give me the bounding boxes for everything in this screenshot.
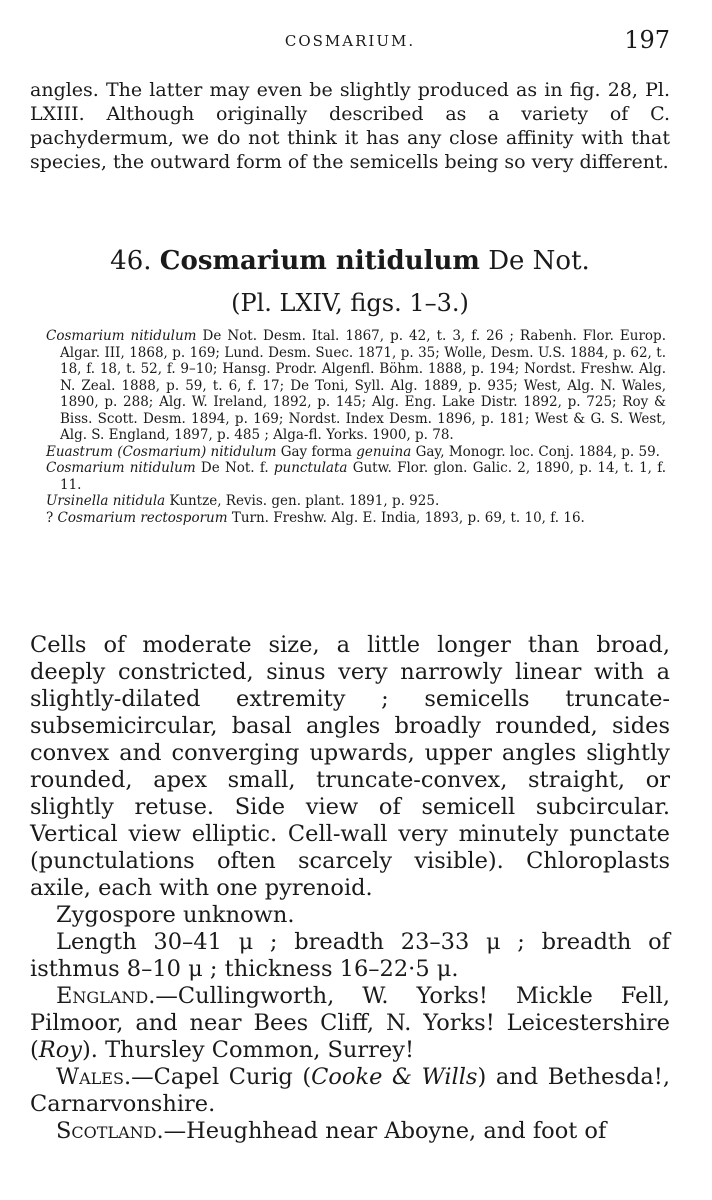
distribution-scotland (30, 1118, 670, 1145)
synonym-citation: Kuntze, Revis. gen. plant. 1891, p. 925. (165, 493, 440, 509)
scotland-localities: —Heughhead near Aboyne, and foot of (163, 1118, 607, 1144)
england-localities: —Cullingworth, W. Yorks! Mickle Fell, Pilmoor, and near Bees Cliff, N. Yorks! Leicestershire ( (30, 983, 670, 1063)
running-title: COSMARIUM. (284, 32, 416, 50)
synonym-entry (46, 460, 666, 493)
synonym-entry (46, 444, 666, 461)
intro-paragraph (30, 78, 670, 174)
region-label-england: England. (56, 983, 156, 1009)
wales-localities-cont: ) and Bethesda!, Carnarvonshire. (30, 1064, 670, 1117)
synonymy-list (46, 328, 666, 526)
wales-localities: —Capel Curig ( (131, 1064, 312, 1090)
synonym-citation: Gay, Monogr. loc. Conj. 1884, p. 59. (411, 443, 660, 460)
england-collector: Roy (38, 1037, 82, 1063)
species-number: 46. (110, 246, 152, 276)
zygospore-note: Zygospore unknown. (56, 902, 295, 928)
distribution-england (30, 983, 670, 1064)
synonym-entry (46, 493, 666, 510)
region-label-wales: Wales. (56, 1064, 132, 1090)
synonym-citation: Gutw. Flor. glon. Galic. 2, 1890, p. 14, t. 1, f. 11. (60, 460, 667, 493)
doubtful-mark: ? (46, 509, 58, 526)
synonym-author: Gay forma (276, 443, 357, 460)
synonym-form: punctulata (273, 460, 348, 476)
species-description (30, 632, 670, 1145)
synonym-citation: De Not. Desm. Ital. 1867, p. 42, t. 3, f. 26 ; Rabenh. Flor. Europ. Algar. III, 1868, p. 169; Lund. Desm. Suec. 1871, p. 35; Wolle, Desm. U.S. 1884, p. 62, t. 18, f. 18, t. 52, f. 9–10; Hansg. Prodr. Algenfl. Böhm. 1888, p. 194; Nordst. Freshw. Alg. N. Zeal. 1888, p. 59, t. 6, f. 17; De Toni, Syll. Alg. 1889, p. 935; West, Alg. N. Wales, 1890, p. 288; Alg. W. Ireland, 1892, p. 145; Alg. Eng. Lake Distr. 1892, p. 725; Roy & Biss. Scott. Desm. 1894, p. 169; Nordst. Index Desm. 1896, p. 181; West & G. S. West, Alg. S. England, 1897, p. 485 ; Alga-fl. Yorks. 1900, p. 78. (60, 328, 666, 443)
synonym-name: Cosmarium nitidulum (46, 460, 196, 476)
species-heading (30, 244, 670, 320)
synonym-name: Ursinella nitidula (46, 493, 166, 509)
diagnosis-paragraph: Cells of moderate size, a little longer than broad, deeply constricted, sinus very narrowly linear with a slightly-dilated extremity ; semicells truncate-subsemicircular, basal angles broadly rounded, sides convex and converging upwards, upper angles slightly rounded, apex small, truncate-convex, straight, or slightly retuse. Side view of semicell subcircular. Vertical view elliptic. Cell-wall very minutely punctate (punctulations often scarcely visible). Chloroplasts axile, each with one pyrenoid. (30, 632, 670, 901)
running-header (30, 26, 670, 52)
synonym-entry (46, 328, 666, 444)
synonym-author: De Not. f. (195, 460, 274, 476)
synonym-name: Euastrum (Cosmarium) nitidulum (46, 443, 277, 460)
wales-collectors: Cooke & Wills (311, 1064, 478, 1090)
synonym-form: genuina (356, 443, 412, 460)
distribution-wales (30, 1064, 670, 1118)
plate-reference: (Pl. LXIV, figs. 1–3.) (231, 289, 469, 317)
page-number: 197 (624, 26, 670, 54)
species-authority: De Not. (488, 246, 590, 276)
species-name: Cosmarium nitidulum (159, 246, 480, 276)
synonym-name: Cosmarium nitidulum (46, 328, 197, 344)
synonym-name: Cosmarium rectosporum (57, 509, 228, 526)
synonym-citation: Turn. Freshw. Alg. E. India, 1893, p. 69, t. 10, f. 16. (227, 509, 585, 526)
measurements: Length 30–41 μ ; breadth 23–33 μ ; breadth of isthmus 8–10 μ ; thickness 16–22·5 μ. (30, 929, 670, 982)
intro-text: angles. The latter may even be slightly produced as in fig. 28, Pl. LXIII. Although originally described as a variety of C. pachydermum, we do not think it has any close affinity with that species, the outward form of the semicells being so very different. (30, 79, 670, 173)
region-label-scotland: Scotland. (56, 1118, 164, 1144)
england-localities-cont: ). Thursley Common, Surrey! (81, 1037, 414, 1063)
synonym-entry (46, 510, 666, 527)
species-title (30, 244, 670, 278)
